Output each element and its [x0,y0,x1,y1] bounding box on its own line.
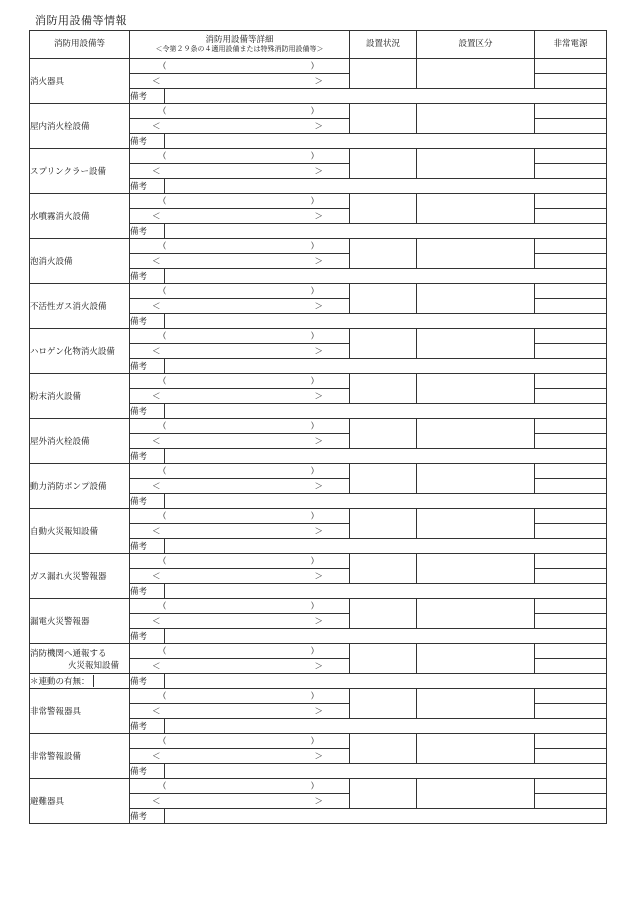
status-field[interactable] [350,104,417,134]
power-field[interactable] [535,704,607,719]
equipment-name: 水噴霧消火設備 [30,194,130,239]
category-field[interactable] [417,509,535,539]
equipment-row [30,689,607,704]
equipment-name: 屋内消火栓設備 [30,104,130,149]
detail-field[interactable] [130,119,350,134]
category-field[interactable] [417,194,535,224]
detail-field[interactable] [130,554,350,569]
open-paren: （ [158,197,167,207]
lt-bracket: ＜ [152,212,161,222]
remarks-field[interactable] [165,269,607,284]
remarks-label: 備考 [130,494,165,509]
remarks-field[interactable] [165,629,607,644]
remarks-label: 備考 [130,224,165,239]
equipment-row [30,554,607,569]
status-field[interactable] [350,194,417,224]
equipment-row [30,59,607,74]
remarks-field[interactable] [165,539,607,554]
remarks-field[interactable] [165,404,607,419]
power-field[interactable] [535,734,607,749]
detail-field[interactable] [130,749,350,764]
open-paren: （ [158,512,167,522]
category-field[interactable] [417,59,535,89]
gt-bracket: ＞ [314,302,323,312]
lt-bracket: ＜ [152,482,161,492]
remarks-field[interactable] [165,449,607,464]
detail-field[interactable] [130,704,350,719]
equipment-name: ハロゲン化物消火設備 [30,329,130,374]
status-field[interactable] [350,149,417,179]
header-detail-main: 消防用設備等詳細 [205,34,274,45]
close-paren: ） [310,62,319,72]
detail-field[interactable] [130,194,350,209]
equipment-name: 泡消火設備 [30,239,130,284]
status-field[interactable] [350,239,417,269]
lt-bracket: ＜ [152,797,161,807]
category-field[interactable] [417,644,535,674]
detail-field[interactable] [130,329,350,344]
open-paren: （ [158,647,167,657]
close-paren: ） [310,107,319,117]
equipment-name: ガス漏れ火災警報器 [30,554,130,599]
power-field[interactable] [535,209,607,224]
power-field[interactable] [535,689,607,704]
lt-bracket: ＜ [152,662,161,672]
remarks-field[interactable] [165,89,607,104]
header-equipment: 消防用設備等 [30,31,130,59]
power-field[interactable] [535,59,607,74]
equipment-name: 消防機関へ通報する [30,648,107,659]
status-field[interactable] [350,689,417,719]
page-title: 消防用設備等情報 [35,14,127,27]
remarks-row [30,674,607,689]
equipment-name: スプリンクラー設備 [30,149,130,194]
status-field[interactable] [350,734,417,764]
open-paren: （ [158,692,167,702]
equipment-name: 避難器具 [30,779,130,824]
open-paren: （ [158,62,167,72]
detail-field[interactable] [130,104,350,119]
power-field[interactable] [535,524,607,539]
status-field[interactable] [350,284,417,314]
gt-bracket: ＞ [314,437,323,447]
lt-bracket: ＜ [152,752,161,762]
category-field[interactable] [417,374,535,404]
category-field[interactable] [417,734,535,764]
power-field[interactable] [535,344,607,359]
category-field[interactable] [417,464,535,494]
power-field[interactable] [535,329,607,344]
equipment-name: 漏電火災警報器 [30,599,130,644]
header-category: 設置区分 [417,31,535,59]
open-paren: （ [158,107,167,117]
equipment-row [30,779,607,794]
category-field[interactable] [417,149,535,179]
equipment-row [30,464,607,479]
detail-field[interactable] [130,239,350,254]
gt-bracket: ＞ [314,257,323,267]
power-field[interactable] [535,104,607,119]
equipment-name: 動力消防ポンプ設備 [30,464,130,509]
close-paren: ） [310,512,319,522]
category-field[interactable] [417,239,535,269]
gt-bracket: ＞ [314,617,323,627]
category-field[interactable] [417,104,535,134]
remarks-label: 備考 [130,89,165,104]
detail-field[interactable] [130,794,350,809]
remarks-label: 備考 [130,269,165,284]
detail-field[interactable] [130,599,350,614]
remarks-field[interactable] [165,674,607,689]
close-paren: ） [310,377,319,387]
power-field[interactable] [535,749,607,764]
power-field[interactable] [535,164,607,179]
open-paren: （ [158,422,167,432]
power-field[interactable] [535,119,607,134]
category-field[interactable] [417,284,535,314]
equipment-name-cell [30,644,130,674]
detail-field[interactable] [130,164,350,179]
remarks-label: 備考 [130,179,165,194]
detail-field[interactable] [130,284,350,299]
equipment-name: 不活性ガス消火設備 [30,284,130,329]
close-paren: ） [310,242,319,252]
open-paren: （ [158,737,167,747]
equipment-row [30,419,607,434]
link-field[interactable] [93,675,122,687]
gt-bracket: ＞ [314,482,323,492]
equipment-row [30,374,607,389]
equipment-row [30,599,607,614]
gt-bracket: ＞ [314,167,323,177]
detail-field[interactable] [130,254,350,269]
detail-field[interactable] [130,389,350,404]
remarks-field[interactable] [165,764,607,779]
remarks-field[interactable] [165,809,607,824]
gt-bracket: ＞ [314,527,323,537]
close-paren: ） [310,197,319,207]
close-paren: ） [310,557,319,567]
status-field[interactable] [350,599,417,629]
remarks-label: 備考 [130,674,165,689]
lt-bracket: ＜ [152,302,161,312]
remarks-label: 備考 [130,809,165,824]
lt-bracket: ＜ [152,347,161,357]
equipment-name: 粉末消火設備 [30,374,130,419]
power-field[interactable] [535,419,607,434]
lt-bracket: ＜ [152,707,161,717]
detail-field[interactable] [130,434,350,449]
remarks-label: 備考 [130,134,165,149]
detail-field[interactable] [130,59,350,74]
equipment-row [30,239,607,254]
lt-bracket: ＜ [152,572,161,582]
status-field[interactable] [350,59,417,89]
detail-field[interactable] [130,779,350,794]
close-paren: ） [310,602,319,612]
category-field[interactable] [417,599,535,629]
header-power: 非常電源 [535,31,607,59]
detail-field[interactable] [130,374,350,389]
status-field[interactable] [350,509,417,539]
detail-field[interactable] [130,644,350,659]
gt-bracket: ＞ [314,572,323,582]
equipment-name: 非常警報設備 [30,734,130,779]
remarks-label: 備考 [130,314,165,329]
remarks-label: 備考 [130,539,165,554]
close-paren: ） [310,782,319,792]
equipment-row [30,329,607,344]
detail-field[interactable] [130,419,350,434]
lt-bracket: ＜ [152,617,161,627]
remarks-label: 備考 [130,584,165,599]
remarks-field[interactable] [165,224,607,239]
detail-field[interactable] [130,734,350,749]
header-status: 設置状況 [350,31,417,59]
power-field[interactable] [535,644,607,659]
remarks-label: 備考 [130,449,165,464]
close-paren: ） [310,647,319,657]
link-label: ＊連動の有無： [30,676,90,687]
remarks-field[interactable] [165,584,607,599]
remarks-label: 備考 [130,764,165,779]
gt-bracket: ＞ [314,212,323,222]
power-field[interactable] [535,509,607,524]
power-field[interactable] [535,239,607,254]
remarks-field[interactable] [165,134,607,149]
detail-field[interactable] [130,209,350,224]
detail-field[interactable] [130,614,350,629]
equipment-row [30,644,607,659]
remarks-label: 備考 [130,359,165,374]
equipment-name-line2: 火災報知設備 [68,660,120,671]
gt-bracket: ＞ [314,707,323,717]
gt-bracket: ＞ [314,662,323,672]
gt-bracket: ＞ [314,797,323,807]
open-paren: （ [158,287,167,297]
detail-field[interactable] [130,149,350,164]
close-paren: ） [310,287,319,297]
header-detail [130,31,350,59]
open-paren: （ [158,152,167,162]
close-paren: ） [310,737,319,747]
power-field[interactable] [535,284,607,299]
open-paren: （ [158,557,167,567]
detail-field[interactable] [130,659,350,674]
power-field[interactable] [535,659,607,674]
detail-field[interactable] [130,74,350,89]
open-paren: （ [158,782,167,792]
remarks-field[interactable] [165,314,607,329]
equipment-row [30,734,607,749]
detail-field[interactable] [130,464,350,479]
category-field[interactable] [417,689,535,719]
power-field[interactable] [535,464,607,479]
status-field[interactable] [350,779,417,809]
equipment-name: 屋外消火栓設備 [30,419,130,464]
power-field[interactable] [535,74,607,89]
close-paren: ） [310,422,319,432]
remarks-field[interactable] [165,359,607,374]
remarks-field[interactable] [165,494,607,509]
gt-bracket: ＞ [314,752,323,762]
power-field[interactable] [535,794,607,809]
lt-bracket: ＜ [152,77,161,87]
status-field[interactable] [350,644,417,674]
category-field[interactable] [417,554,535,584]
lt-bracket: ＜ [152,167,161,177]
open-paren: （ [158,602,167,612]
detail-field[interactable] [130,524,350,539]
gt-bracket: ＞ [314,392,323,402]
power-field[interactable] [535,194,607,209]
lt-bracket: ＜ [152,437,161,447]
detail-field[interactable] [130,509,350,524]
gt-bracket: ＞ [314,347,323,357]
detail-field[interactable] [130,299,350,314]
detail-field[interactable] [130,569,350,584]
remarks-field[interactable] [165,719,607,734]
remarks-label: 備考 [130,629,165,644]
status-field[interactable] [350,464,417,494]
power-field[interactable] [535,389,607,404]
lt-bracket: ＜ [152,392,161,402]
equipment-row [30,104,607,119]
equipment-row [30,149,607,164]
header-detail-sub: ＜令第２９条の４適用設備または特殊消防用設備等＞ [155,45,324,54]
power-field[interactable] [535,479,607,494]
detail-field[interactable] [130,479,350,494]
power-field[interactable] [535,374,607,389]
remarks-label: 備考 [130,404,165,419]
gt-bracket: ＞ [314,77,323,87]
detail-field[interactable] [130,344,350,359]
open-paren: （ [158,242,167,252]
power-field[interactable] [535,779,607,794]
remarks-field[interactable] [165,179,607,194]
status-field[interactable] [350,329,417,359]
status-field[interactable] [350,419,417,449]
equipment-name: 非常警報器具 [30,689,130,734]
power-field[interactable] [535,434,607,449]
close-paren: ） [310,467,319,477]
category-field[interactable] [417,419,535,449]
status-field[interactable] [350,374,417,404]
open-paren: （ [158,377,167,387]
lt-bracket: ＜ [152,527,161,537]
open-paren: （ [158,332,167,342]
category-field[interactable] [417,329,535,359]
power-field[interactable] [535,254,607,269]
equipment-name: 消火器具 [30,59,130,104]
remarks-label: 備考 [130,719,165,734]
power-field[interactable] [535,299,607,314]
equipment-name: 自動火災報知設備 [30,509,130,554]
close-paren: ） [310,692,319,702]
lt-bracket: ＜ [152,257,161,267]
equipment-row [30,194,607,209]
open-paren: （ [158,467,167,477]
power-field[interactable] [535,599,607,614]
fire-equipment-table [29,30,607,824]
link-cell [30,674,130,689]
category-field[interactable] [417,779,535,809]
status-field[interactable] [350,554,417,584]
close-paren: ） [310,332,319,342]
equipment-row [30,509,607,524]
gt-bracket: ＞ [314,122,323,132]
header-row [30,31,607,59]
power-field[interactable] [535,614,607,629]
detail-field[interactable] [130,689,350,704]
power-field[interactable] [535,149,607,164]
close-paren: ） [310,152,319,162]
lt-bracket: ＜ [152,122,161,132]
power-field[interactable] [535,569,607,584]
equipment-row [30,284,607,299]
power-field[interactable] [535,554,607,569]
